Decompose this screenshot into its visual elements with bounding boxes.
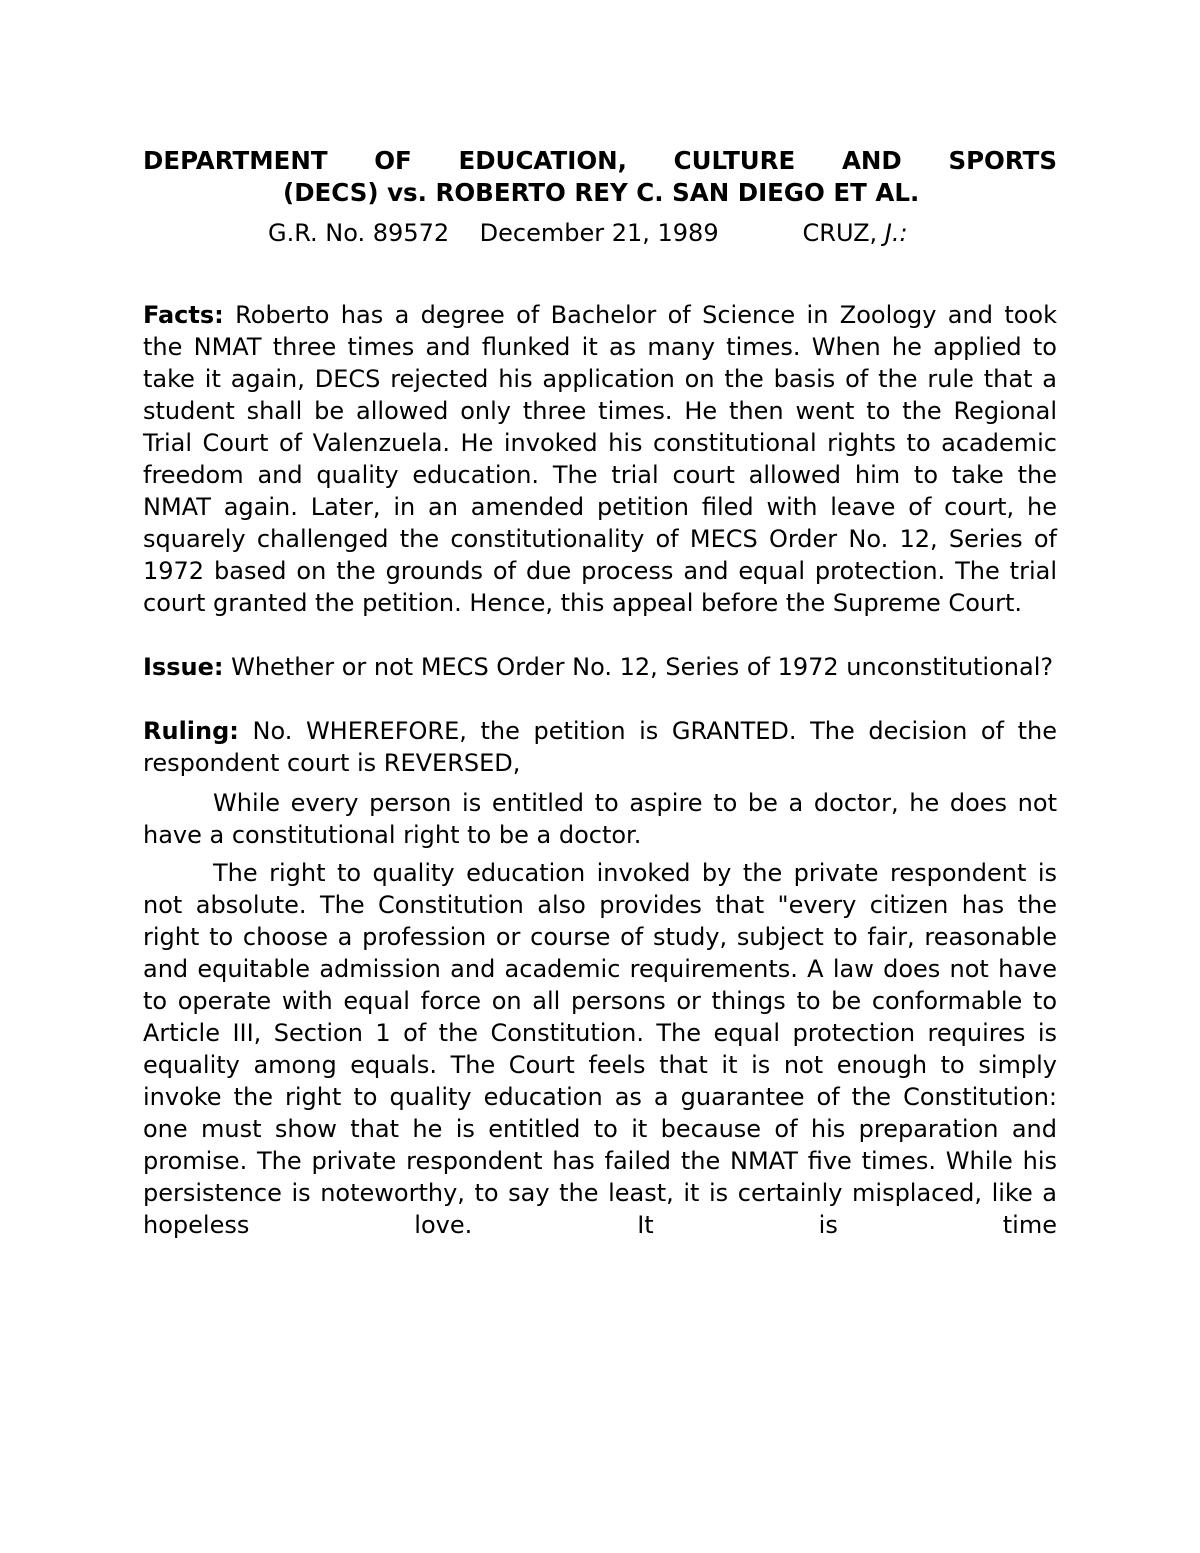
gr-number: G.R. No. 89572 (268, 219, 450, 247)
facts-label: Facts: (143, 301, 224, 329)
spacer (143, 683, 1057, 715)
case-title-line-2: (DECS) vs. ROBERTO REY C. SAN DIEGO ET AL. (283, 178, 920, 207)
issue-label: Issue: (143, 653, 224, 681)
ponente-name: CRUZ, (802, 219, 878, 247)
ponente-suffix: J.: (884, 219, 908, 247)
ruling-body-paragraph-2: The right to quality education invoked by the private respondent is not absolute. The Constitution also provides that "every citizen has the right to choose a profession or course of study, subject to fair, reasonable and equitable admission and academic requirements. A law does not have to operate with equal force on all persons or things to be conformable to Article III, Section 1 of the Constitution. The equal protection requires is equality among equals. The Court feels that it is not enough to simply invoke the right to quality education as a guarantee of the Constitution: one must show that he is entitled to it because of his preparation and promise. The private respondent has failed the NMAT five times. While his persistence is noteworthy, to say the least, it is certainly misplaced, like a hopeless love. It is time (143, 859, 1057, 1239)
document-content (143, 145, 1057, 1241)
spacer (143, 619, 1057, 651)
issue-text: Whether or not MECS Order No. 12, Series of 1972 unconstitutional? (231, 653, 1054, 681)
ruling-body-paragraph-1: While every person is entitled to aspire to be a doctor, he does not have a constitutional right to be a doctor. (143, 789, 1057, 849)
ruling-paragraph (143, 715, 1057, 779)
facts-paragraph (143, 299, 1057, 619)
spacer (143, 249, 1057, 299)
ruling-label: Ruling: (143, 717, 239, 745)
facts-text: Roberto has a degree of Bachelor of Science in Zoology and took the NMAT three times and flunked it as many times. When he applied to take it again, DECS rejected his application on the basis of the rule that a student shall be allowed only three times. He then went to the Regional Trial Court of Valenzuela. He invoked his constitutional rights to academic freedom and quality education. The trial court allowed him to take the NMAT again. Later, in an amended petition filed with leave of court, he squarely challenged the constitutionality of MECS Order No. 12, Series of 1972 based on the grounds of due process and equal protection. The trial court granted the petition. Hence, this appeal before the Supreme Court. (143, 301, 1057, 617)
ruling-text: No. WHEREFORE, the petition is GRANTED. The decision of the respondent court is REVERSED, (143, 717, 1057, 777)
issue-paragraph (143, 651, 1057, 683)
decision-date: December 21, 1989 (479, 219, 719, 247)
case-title-line-1: DEPARTMENT OF EDUCATION, CULTURE AND SPORTS (143, 146, 1057, 175)
case-citation (143, 217, 1057, 249)
